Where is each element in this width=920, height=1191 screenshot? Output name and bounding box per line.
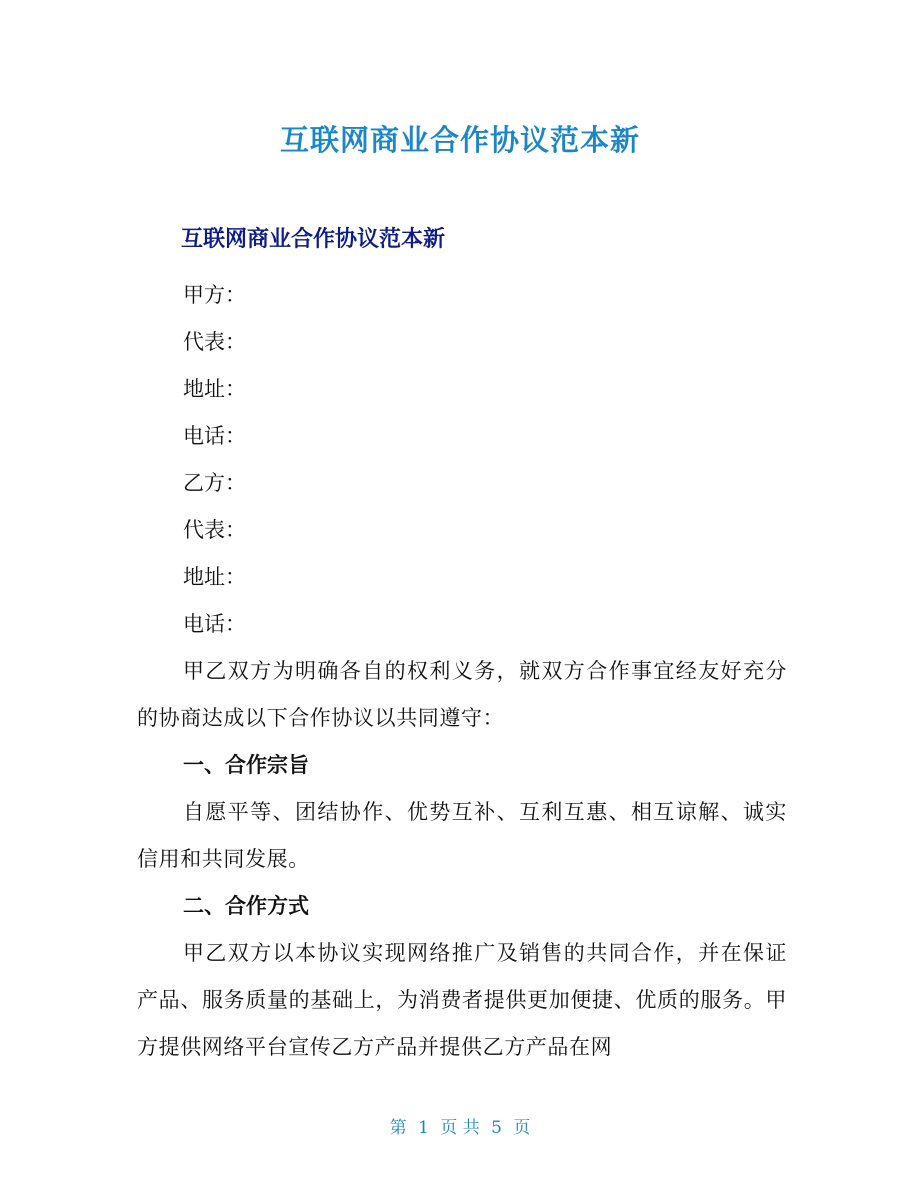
document-body xyxy=(137,222,787,1071)
party-b-address-label: 地址： xyxy=(183,565,246,589)
current-page-number: 1 xyxy=(418,1118,429,1138)
party-a-label: 甲方： xyxy=(183,283,246,307)
party-a-address-label: 地址： xyxy=(183,377,246,401)
page-label-prefix: 第 xyxy=(389,1118,407,1138)
intro-paragraph: 甲乙双方为明确各自的权利义务，就双方合作事宜经友好充分的协商达成以下合作协议以共同遵守： xyxy=(137,659,787,730)
document-title: 互联网商业合作协议范本新 xyxy=(279,123,640,157)
party-a-phone-label: 电话： xyxy=(183,424,246,448)
page-label-suffix: 页 xyxy=(513,1118,531,1138)
section-heading-method: 二、合作方式 xyxy=(183,894,309,918)
section-body-method: 甲乙双方以本协议实现网络推广及销售的共同合作，并在保证产品、服务质量的基础上，为消费者提供更加便捷、优质的服务。甲方提供网络平台宣传乙方产品并提供乙方产品在网 xyxy=(137,941,787,1059)
party-b-representative-label: 代表： xyxy=(183,518,246,542)
page-label-middle: 页 共 xyxy=(440,1118,480,1138)
party-b-label: 乙方： xyxy=(183,471,246,495)
party-info-list xyxy=(137,272,787,648)
section-heading-purpose: 一、合作宗旨 xyxy=(183,753,309,777)
section-body-purpose: 自愿平等、团结协作、优势互补、互利互惠、相互谅解、诚实信用和共同发展。 xyxy=(137,800,787,871)
party-b-phone-label: 电话： xyxy=(183,612,246,636)
document-subtitle: 互联网商业合作协议范本新 xyxy=(181,227,446,252)
party-a-representative-label: 代表： xyxy=(183,330,246,354)
page-footer xyxy=(0,1113,920,1138)
total-pages-number: 5 xyxy=(491,1118,502,1138)
